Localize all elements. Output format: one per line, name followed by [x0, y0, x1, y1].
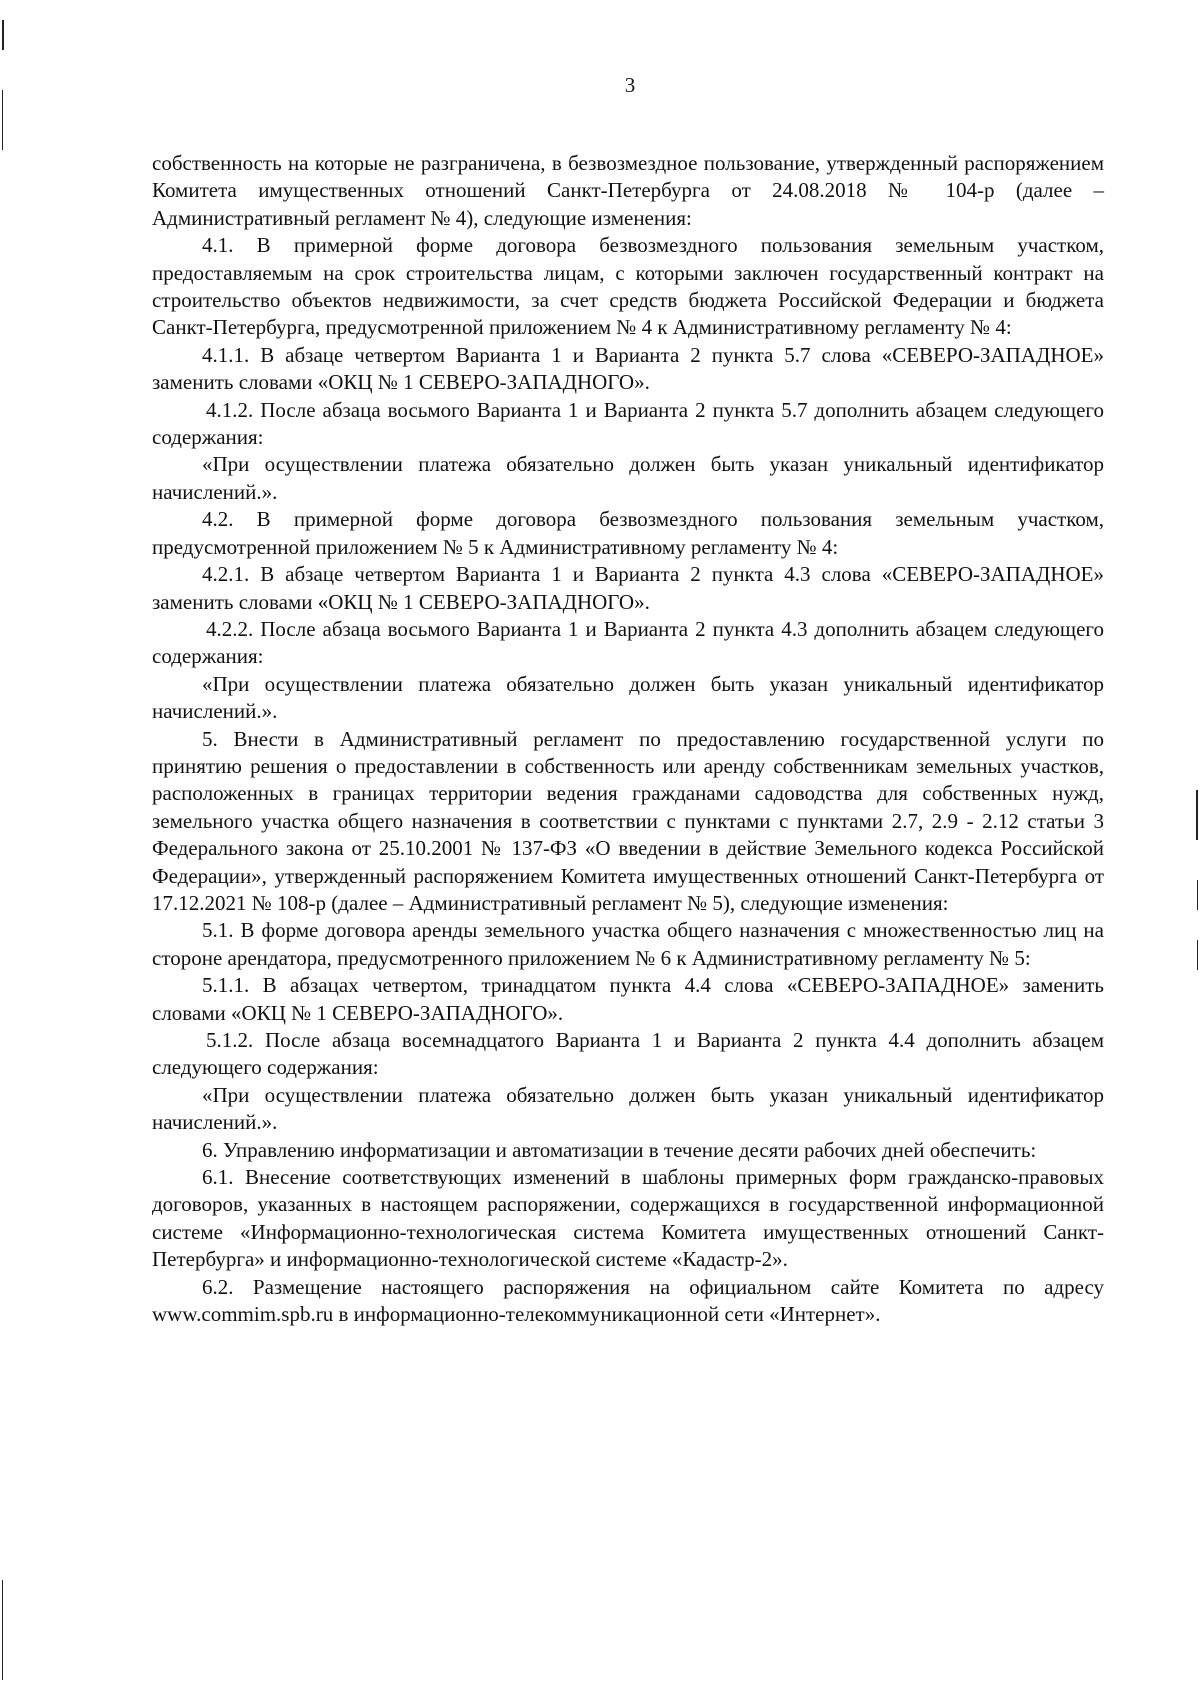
- paragraph-5: 5. Внести в Административный регламент по предоставлению государственной услуги по принятию решения о предоставлении в собственность или аренду собственникам земельных участков, расположенных в границах территории ведения гражданами садоводства для собственных нужд, земельного участка общего назначения в соответствии с пунктами с пунктами 2.7, 2.9 - 2.12 статьи 3 Федерального закона от 25.10.2001 № 137-ФЗ «О введении в действие Земельного кодекса Российской Федерации», утвержденный распоряжением Комитета имущественных отношений Санкт-Петербурга от 17.12.2021 № 108-р (далее – Административный регламент № 5), следующие изменения:: [152, 726, 1104, 915]
- paragraph-4-2-2: 4.2.2. После абзаца восьмого Варианта 1 и Варианта 2 пункта 4.3 дополнить абзацем следующего содержания:: [152, 616, 1104, 669]
- paragraph-5-1: 5.1. В форме договора аренды земельного участка общего назначения с множественностью лиц на стороне арендатора, предусмотренного приложением № 6 к Административному регламенту № 5:: [152, 918, 1104, 970]
- paragraph-quote-1: «При осуществлении платежа обязательно должен быть указан уникальный идентификатор начислений.».: [152, 452, 1104, 504]
- paragraph-quote-3: «При осуществлении платежа обязательно должен быть указан уникальный идентификатор начислений.».: [152, 1082, 1104, 1135]
- paragraph-4-2-1: 4.2.1. В абзаце четвертом Варианта 1 и Варианта 2 пункта 4.3 слова «СЕВЕРО-ЗАПАДНОЕ» заменить словами «ОКЦ № 1 СЕВЕРО-ЗАПАДНОГО».: [152, 562, 1104, 614]
- scan-edge-mark-right: [1197, 940, 1198, 970]
- page-number: 3: [624, 73, 636, 97]
- document-body: [152, 150, 1104, 1328]
- scan-edge-mark-right: [1197, 880, 1198, 910]
- scan-edge-mark-right: [1196, 790, 1198, 840]
- paragraph-6-1: 6.1. Внесение соответствующих изменений в шаблоны примерных форм гражданско-правовых договоров, указанных в настоящем распоряжении, содержащихся в государственной информационной системе «Информационно-технологическая система Комитета имущественных отношений Санкт-Петербурга» и информационно-технологической системе «Кадастр-2».: [152, 1165, 1104, 1272]
- scan-edge-mark-left: [2, 1580, 3, 1680]
- paragraph-6-2: 6.2. Размещение настоящего распоряжения на официальном сайте Комитета по адресу www.commim.spb.ru в информационно-телекоммуникационной сети «Интернет».: [152, 1274, 1104, 1327]
- paragraph-4-2: 4.2. В примерной форме договора безвозмездного пользования земельным участком, предусмотренной приложением № 5 к Административному регламенту № 4:: [152, 507, 1104, 559]
- scan-edge-mark-left: [2, 90, 3, 150]
- paragraph-4-1-1: 4.1.1. В абзаце четвертом Варианта 1 и Варианта 2 пункта 5.7 слова «СЕВЕРО-ЗАПАДНОЕ» заменить словами «ОКЦ № 1 СЕВЕРО-ЗАПАДНОГО».: [152, 342, 1104, 395]
- paragraph-5-1-1: 5.1.1. В абзацах четвертом, тринадцатом пункта 4.4 слова «СЕВЕРО-ЗАПАДНОЕ» заменить словами «ОКЦ № 1 СЕВЕРО-ЗАПАДНОГО».: [152, 973, 1104, 1025]
- paragraph-4-1-2: 4.1.2. После абзаца восьмого Варианта 1 и Варианта 2 пункта 5.7 дополнить абзацем следующего содержания:: [152, 397, 1104, 450]
- paragraph-continuation: собственность на которые не разграничена, в безвозмездное пользование, утвержденный распоряжением Комитета имущественных отношений Санкт-Петербурга от 24.08.2018 № 104-р (далее – Административный регламент № 4), следующие изменения:: [152, 151, 1104, 230]
- paragraph-6: 6. Управлению информатизации и автоматизации в течение десяти рабочих дней обеспечить:: [202, 1137, 1037, 1162]
- paragraph-4-1: 4.1. В примерной форме договора безвозмездного пользования земельным участком, предоставляемым на срок строительства лицам, с которыми заключен государственный контракт на строительство объектов недвижимости, за счет средств бюджета Российской Федерации и бюджета Санкт-Петербурга, предусмотренной приложением № 4 к Административному регламенту № 4:: [152, 233, 1104, 340]
- scan-edge-mark-left: [2, 20, 4, 50]
- paragraph-quote-2: «При осуществлении платежа обязательно должен быть указан уникальный идентификатор начислений.».: [152, 671, 1104, 724]
- paragraph-5-1-2: 5.1.2. После абзаца восемнадцатого Варианта 1 и Варианта 2 пункта 4.4 дополнить абзацем следующего содержания:: [152, 1028, 1104, 1080]
